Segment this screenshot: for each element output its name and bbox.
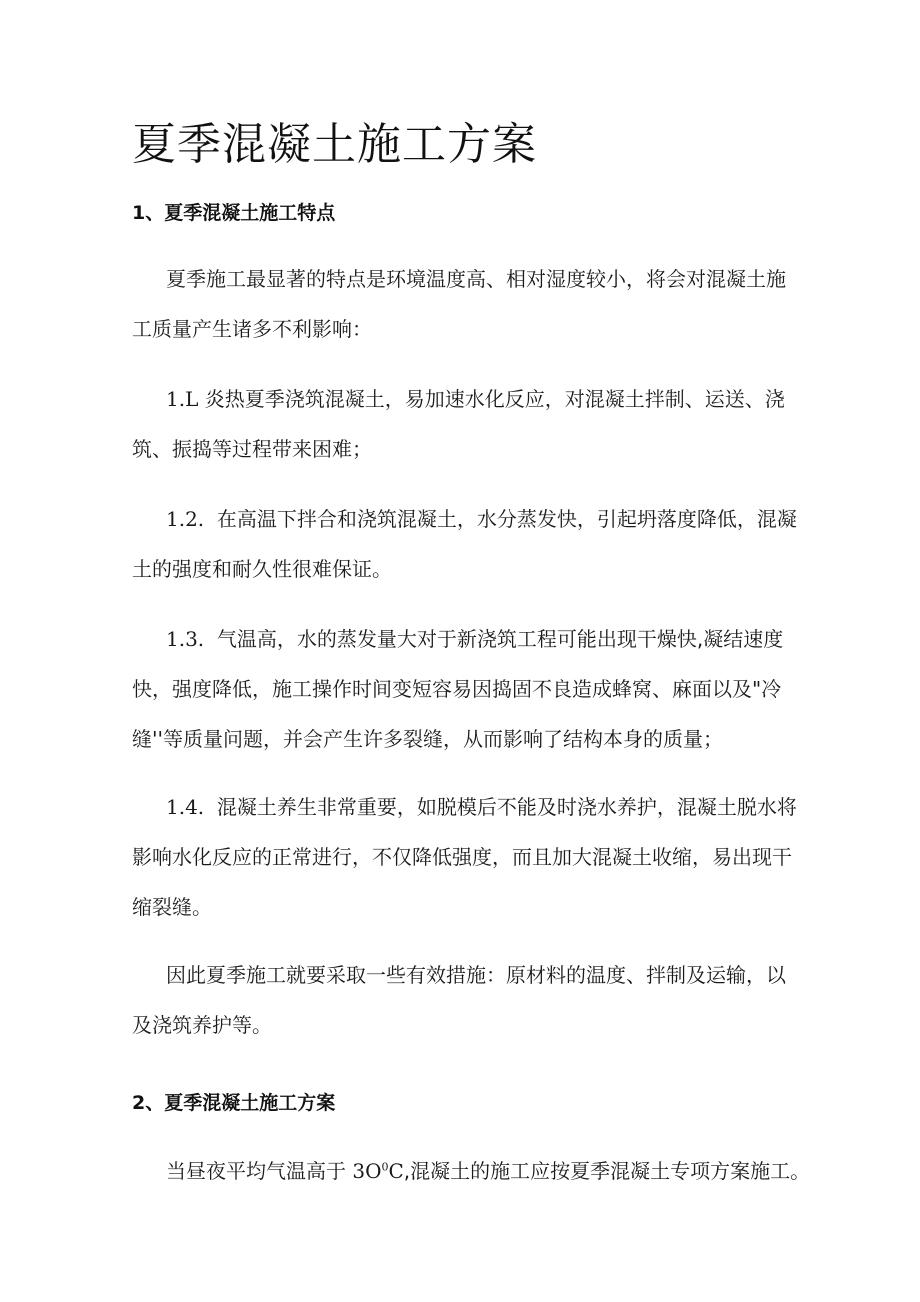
paragraph-line: 筑、振捣等过程带来困难；	[132, 437, 372, 461]
list-item-1-3	[132, 614, 802, 764]
paragraph-line: 缩裂缝。	[132, 895, 212, 919]
list-item-1-1	[132, 374, 802, 474]
item-number: 1.3.	[166, 627, 205, 651]
paragraph-line: 影响水化反应的正常进行，不仅降低强度，而且加大混凝土收缩，易出现干	[132, 845, 792, 869]
item-text: 在高温下拌合和浇筑混凝土，水分蒸发快，引起坍落度降低，混凝	[216, 507, 797, 531]
list-item-1-2	[132, 494, 802, 594]
paragraph-line: 快，强度降低，施工操作时间变短容易因捣固不良造成蜂窝、麻面以及"冷	[132, 677, 782, 701]
paragraph-line: 夏季施工最显著的特点是环境温度高、相对湿度较小，将会对混凝土施	[166, 267, 786, 291]
paragraph-line	[132, 1146, 811, 1196]
temperature-suffix: ,混凝土的施工应按夏季混凝土专项方案施工。	[403, 1159, 811, 1183]
section-1-conclusion-paragraph	[132, 950, 802, 1050]
section-2-paragraph-1	[132, 1146, 811, 1196]
item-text: 炎热夏季浇筑混凝土，易加速水化反应，对混凝土拌制、运送、浇	[204, 387, 785, 411]
paragraph-line: 缝''等质量问题，并会产生许多裂缝，从而影响了结构本身的质量；	[132, 727, 723, 751]
section-1-heading: 1、夏季混凝土施工特点	[132, 202, 336, 224]
temperature-superscript: 0	[381, 1160, 389, 1174]
item-text: 气温高，水的蒸发量大对于新浇筑工程可能出现干燥快,凝结速度	[216, 627, 784, 651]
paragraph-line: 土的强度和耐久性很难保证。	[132, 557, 392, 581]
paragraph-line	[132, 494, 802, 544]
item-text: 混凝土养生非常重要，如脱模后不能及时浇水养护，混凝土脱水将	[216, 795, 797, 819]
paragraph-line	[132, 614, 802, 664]
paragraph-line: 及浇筑养护等。	[132, 1013, 272, 1037]
item-number: 1.2.	[166, 507, 205, 531]
item-number: 1.L	[166, 387, 199, 411]
temperature-prefix: 当昼夜平均气温高于	[166, 1159, 346, 1183]
document-title: 夏季混凝土施工方案	[132, 119, 537, 170]
paragraph-line: 工质量产生诸多不利影响：	[132, 317, 372, 341]
list-item-1-4	[132, 782, 802, 932]
section-1-intro-paragraph	[132, 254, 802, 354]
temperature-value: 3O	[352, 1159, 382, 1183]
temperature-unit: C	[388, 1159, 404, 1183]
paragraph-line: 因此夏季施工就要采取一些有效措施：原材料的温度、拌制及运输，以	[166, 963, 786, 987]
item-number: 1.4.	[166, 795, 205, 819]
section-2-heading: 2、夏季混凝土施工方案	[132, 1092, 336, 1114]
paragraph-line	[132, 374, 802, 424]
paragraph-line	[132, 782, 802, 832]
